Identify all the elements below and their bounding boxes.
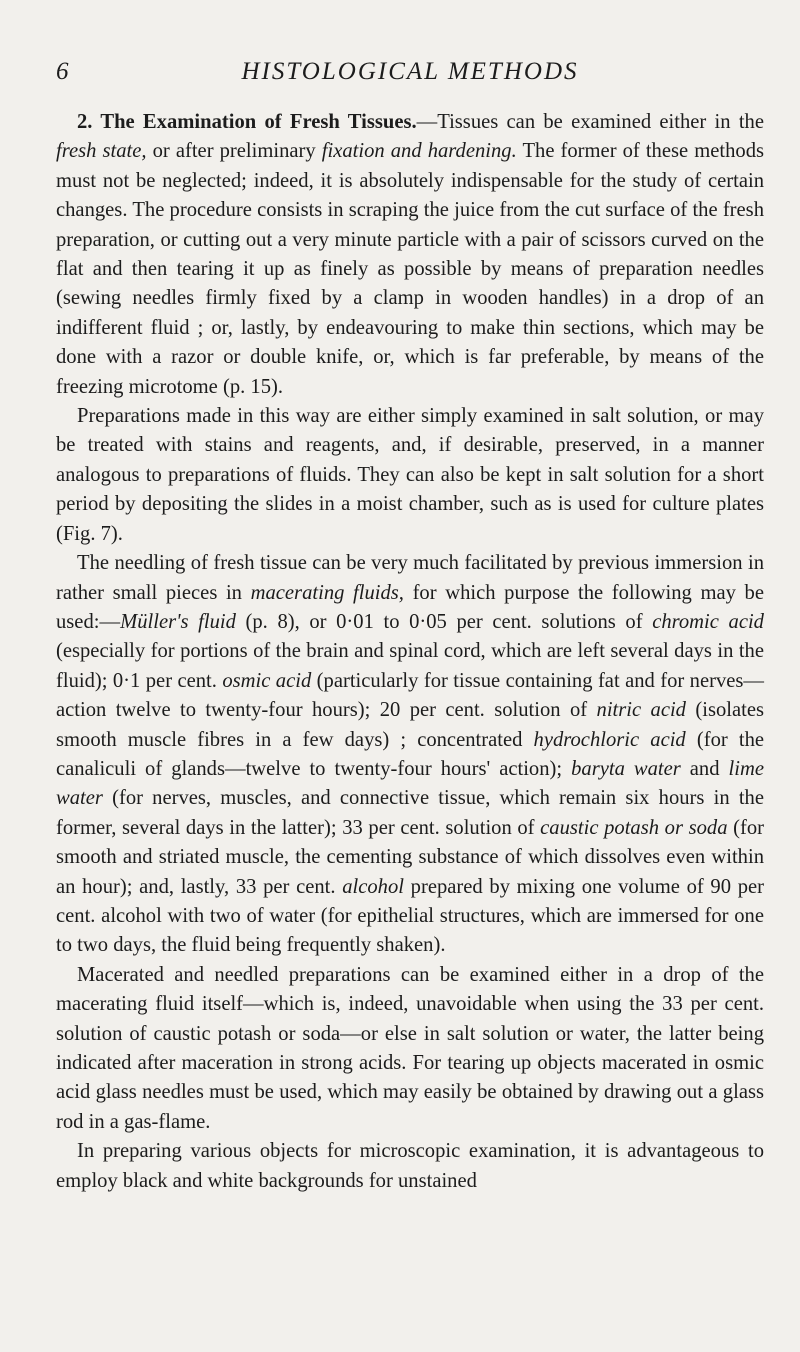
italic-term: hydrochloric acid	[533, 728, 686, 751]
text-run: (particularly for tissue containing fat and for nerves—action twelve to twenty-four hours); 20 per cent. solution of	[56, 669, 764, 722]
italic-term: caustic potash or soda	[540, 816, 728, 839]
running-head	[56, 58, 764, 98]
text-run: (isolates smooth muscle fibres in a few days) ; concentrated	[56, 699, 764, 751]
body-text	[56, 108, 764, 1196]
text-run: (p. 8), or 0·01 to 0·05 per cent. solutions of	[235, 610, 653, 633]
paragraph-macerated: Macerated and needled preparations can be examined either in a drop of the macerating fluid itself—which is, indeed, unavoidable when using the 33 per cent. solution of caustic potash or soda—or else in salt solution or water, the latter being indicated after maceration in strong acids. For tearing up objects macerated in osmic acid glass needles must be used, which may easily be obtained by drawing out a glass rod in a gas-flame.	[56, 963, 764, 1133]
paragraph-backgrounds: In preparing various objects for microscopic examination, it is advantageous to employ black and white backgrounds for unstained	[56, 1140, 764, 1192]
text-run: (for nerves, muscles, and connective tissue, which remain six hours in the former, several days in the latter); 33 per cent. solution of	[56, 787, 764, 839]
text-run: —Tissues can be examined either in the	[416, 111, 764, 133]
italic-term: Müller's fluid	[120, 610, 236, 633]
italic-term: macerating fluids,	[250, 581, 404, 604]
text-run: The needling of fresh tissue can be very much facilitated by previous immersion in rather small pieces in	[56, 552, 764, 604]
italic-term: baryta water	[571, 757, 681, 780]
paragraph-fresh-tissues	[56, 108, 764, 402]
italic-term: fresh state,	[56, 140, 147, 163]
text-run: for which purpose the following may be used:—	[56, 581, 764, 633]
text-run: prepared by mixing one volume of 90 per cent. alcohol with two of water (for epithelial structures, which are immersed for one to two days, the fluid being frequently shaken).	[56, 875, 765, 957]
italic-term: chromic acid	[652, 610, 764, 633]
paragraph-needling	[56, 549, 764, 961]
italic-term: fixation and hardening.	[321, 140, 517, 163]
text-run: The former of these methods must not be neglected; indeed, it is absolutely indispensable for the study of certain changes. The procedure consists in scraping the juice from the cut surface of the fresh preparation, or cutting out a very minute particle with a pair of scissors curved on the flat and then tearing it up as finely as possible by means of preparation needles (sewing needles firmly fixed by a clamp in wooden handles) in a drop of an indifferent fluid ; or, lastly, by endeavouring to make thin sections, which may be done with a razor or double knife, or, which is far preferable, by means of the freezing microtome (p. 15).	[56, 140, 765, 398]
page-number: 6	[56, 58, 69, 85]
running-head-title: HISTOLOGICAL METHODS	[241, 58, 579, 85]
paragraph-preparations: Preparations made in this way are either simply examined in salt solution, or may be treated with stains and reagents, and, if desirable, preserved, in a manner analogous to preparations of fluids. They can also be kept in salt solution for a short period by depositing the slides in a moist chamber, such as is used for culture plates (Fig. 7).	[56, 405, 764, 545]
italic-term: nitric acid	[596, 699, 686, 722]
italic-term: alcohol	[342, 875, 404, 898]
text-run: and	[680, 757, 729, 780]
section-heading: 2. The Examination of Fresh Tissues.	[77, 111, 417, 133]
text-run: (for smooth and striated muscle, the cementing substance of which dissolves even within an hour); and, lastly, 33 per cent.	[56, 816, 764, 898]
italic-term: osmic acid	[222, 669, 312, 692]
text-run: or after preliminary	[146, 140, 322, 163]
italic-term: lime water	[56, 757, 764, 810]
text-run: (for the canaliculi of glands—twelve to twenty-four hours' action);	[56, 728, 765, 780]
text-run: (especially for portions of the brain and spinal cord, which are left several days in the fluid); 0·1 per cent.	[56, 640, 764, 692]
